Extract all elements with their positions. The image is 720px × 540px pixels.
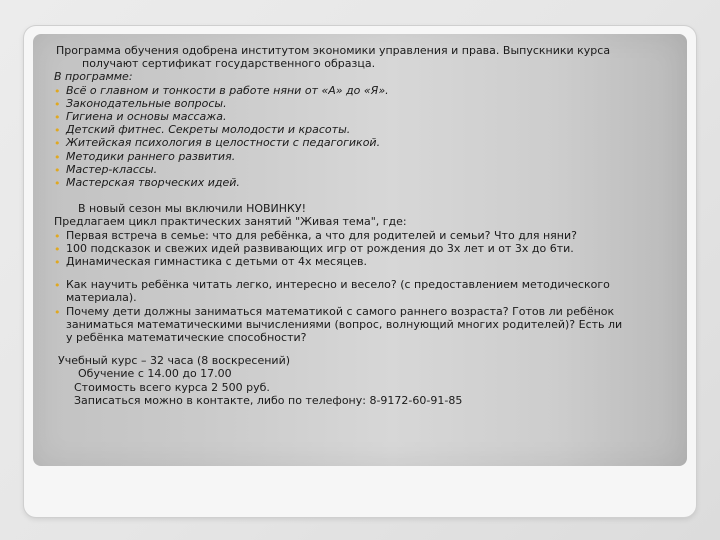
bullet-icon: •: [54, 305, 61, 319]
bullet-icon: •: [54, 111, 61, 125]
question-item: • Как научить ребёнка читать легко, интересно и весело? (с предоставлением методического материала).: [54, 278, 610, 305]
question-item: • Почему дети должны заниматься математикой с самого раннего возраста? Готов ли ребёнок заниматься математическими вычислениями (вопрос, волнующий многих родителей)? Есть ли у ребёнка математические способности?: [54, 304, 623, 345]
program-item: • Детский фитнес. Секреты молодости и красоты.: [54, 123, 351, 138]
novelty-intro: Предлагаем цикл практических занятий "Живая тема", где:: [54, 215, 407, 229]
bullet-icon: •: [54, 137, 61, 151]
program-item: • Житейская психология в целостности с педагогикой.: [54, 136, 381, 151]
program-item: • Всё о главном и тонкости в работе няни от «А» до «Я».: [54, 83, 389, 98]
novelty-announcement: В новый сезон мы включили НОВИНКУ!: [78, 202, 306, 216]
novelty-item: • Динамическая гимнастика с детьми от 4х месяцев.: [54, 255, 367, 270]
bullet-icon: •: [54, 242, 61, 256]
intro-line-1: Программа обучения одобрена институтом экономики управления и права. Выпускники курса: [56, 44, 611, 57]
bullet-icon: •: [54, 229, 61, 243]
program-item: • Методики раннего развития.: [54, 149, 236, 164]
program-item: • Мастер-классы.: [54, 162, 158, 177]
bullet-icon: •: [54, 150, 61, 164]
bullet-icon: •: [54, 84, 61, 98]
bullet-icon: •: [54, 279, 61, 293]
course-price: Стоимость всего курса 2 500 руб.: [74, 380, 270, 394]
program-item: • Гигиена и основы массажа.: [54, 110, 227, 125]
bullet-icon: •: [54, 177, 61, 191]
course-contact: Записаться можно в контакте, либо по телефону: 8-9172-60-91-85: [74, 393, 463, 407]
course-schedule: Обучение с 14.00 до 17.00: [78, 367, 232, 381]
bullet-icon: •: [54, 163, 61, 177]
intro-line-2: получают сертификат государственного образца.: [82, 57, 376, 71]
program-item: • Законодательные вопросы.: [54, 96, 227, 111]
slide-content: [36, 44, 682, 407]
bullet-icon: •: [54, 97, 61, 111]
course-duration: Учебный курс – 32 часа (8 воскресений): [58, 354, 291, 368]
program-item: • Мастерская творческих идей.: [54, 176, 240, 191]
novelty-item: • Первая встреча в семье: что для ребёнка, а что для родителей и семьи? Что для няни?: [54, 228, 577, 243]
bullet-icon: •: [54, 256, 61, 270]
program-heading: В программе:: [54, 70, 133, 84]
bullet-icon: •: [54, 124, 61, 138]
novelty-item: • 100 подсказок и свежих идей развивающих игр от рождения до 3х лет и от 3х до 6ти.: [54, 241, 574, 256]
